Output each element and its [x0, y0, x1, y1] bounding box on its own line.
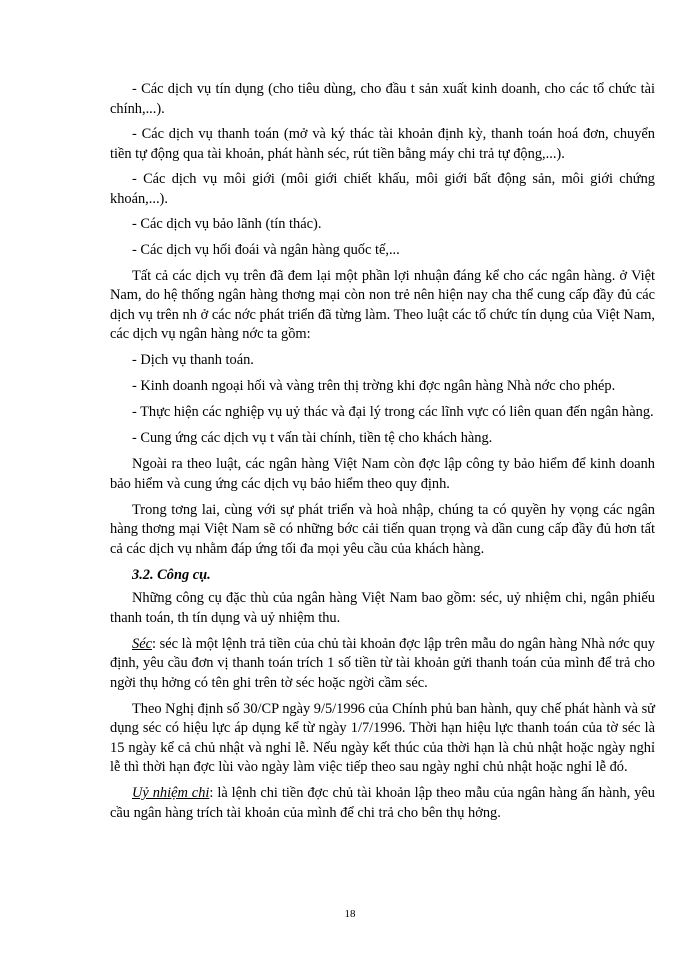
paragraph-future-outlook: Trong tơng lai, cùng với sự phát triển và hoà nhập, chúng ta có quyền hy vọng các ngân hàng thơng mại Việt Nam sẽ có những bớc cải tiến quan trọng và dần cung cấp đầy đủ hơn tất cả các dịch vụ nhằm đáp ứng tối đa mọi yêu cầu của khách hàng. [110, 501, 655, 557]
paragraph-decree: Theo Nghị định số 30/CP ngày 9/5/1996 của Chính phủ ban hành, quy chế phát hành và sử dụng séc có hiệu lực áp dụng kể từ ngày 1/7/1996. Thời hạn hiệu lực thanh toán của tờ séc là 15 ngày kể cả chủ nhật và nghỉ lễ. Nếu ngày kết thúc của thời hạn là chủ nhật hoặc ngày nghỉ lễ thì thời hạn đợc lùi vào ngày làm việc tiếp theo sau ngày nghỉ chủ nhật hoặc nghỉ lễ đó. [110, 700, 655, 775]
payment-order-definition: : là lệnh chi tiền đợc chủ tài khoản lập theo mẫu của ngân hàng ấn hành, yêu cầu ngân hàng trích tài khoản của mình để chi trả cho bên thụ hởng. [110, 785, 655, 821]
paragraph-payment-services: - Các dịch vụ thanh toán (mở và ký thác tài khoản định kỳ, thanh toán hoá đơn, chuyển tiền tự động qua tài khoản, phát hành séc, rút tiền bằng máy chi trả tự động,...). [110, 126, 655, 162]
term-cheque: Séc [132, 635, 152, 652]
paragraph-forex-gold: - Kinh doanh ngoại hối và vàng trên thị trờng khi đợc ngân hàng Nhà nớc cho phép. [132, 378, 616, 394]
page-body [110, 80, 655, 830]
cheque-definition: : séc là một lệnh trả tiền của chủ tài khoản đợc lập trên mẫu do ngân hàng Nhà nớc quy định, yêu cầu đơn vị thanh toán trích 1 số tiền từ tài khoản gửi thanh toán của mình để trả cho ngời thụ hởng có tên ghi trên tờ séc hoặc ngời cầm séc. [110, 635, 655, 691]
paragraph-payment-order [110, 784, 655, 823]
paragraph-insurance: Ngoài ra theo luật, các ngân hàng Việt Nam còn đợc lập công ty bảo hiểm để kinh doanh bảo hiểm và cung ứng các dịch vụ bảo hiểm theo quy định. [110, 456, 655, 492]
page-number: 18 [344, 908, 356, 920]
paragraph-exchange-services: - Các dịch vụ hối đoái và ngân hàng quốc tế,... [132, 241, 400, 258]
paragraph-consulting: - Cung ứng các dịch vụ t vấn tài chính, tiền tệ cho khách hàng. [132, 430, 493, 446]
paragraph-brokerage-services: - Các dịch vụ môi giới (môi giới chiết khấu, môi giới bất động sản, môi giới chứng khoán,...). [110, 171, 655, 207]
paragraph-payment: - Dịch vụ thanh toán. [132, 352, 254, 368]
paragraph-cheque [110, 635, 655, 694]
term-payment-order: Uỷ nhiệm chi [132, 785, 210, 801]
paragraph-services-summary: Tất cả các dịch vụ trên đã đem lại một phần lợi nhuận đáng kể cho các ngân hàng. ở Việt Nam, do hệ thống ngân hàng thơng mại còn non trẻ nên hiện nay cha thể cung cấp đầy đủ các dịch vụ trên nh ở các nớc phát triển đã từng làm. Theo luật các tổ chức tín dụng của Việt Nam, các dịch vụ ngân hàng nớc ta gồm: [110, 267, 655, 342]
section-heading-tools: 3.2. Công cụ. [132, 566, 211, 583]
paragraph-guarantee-services: - Các dịch vụ bảo lãnh (tín thác). [132, 216, 322, 232]
paragraph-tools-list: Những công cụ đặc thù của ngân hàng Việt Nam bao gồm: séc, uỷ nhiệm chi, ngân phiếu thanh toán, th tín dụng và uỷ nhiệm thu. [110, 590, 655, 626]
paragraph-credit-services: - Các dịch vụ tín dụng (cho tiêu dùng, cho đầu t sản xuất kinh doanh, cho các tổ chức tài chính,...). [110, 81, 655, 117]
paragraph-trust-agency: - Thực hiện các nghiệp vụ uỷ thác và đại lý trong các lĩnh vực có liên quan đến ngân hàng. [132, 404, 654, 420]
